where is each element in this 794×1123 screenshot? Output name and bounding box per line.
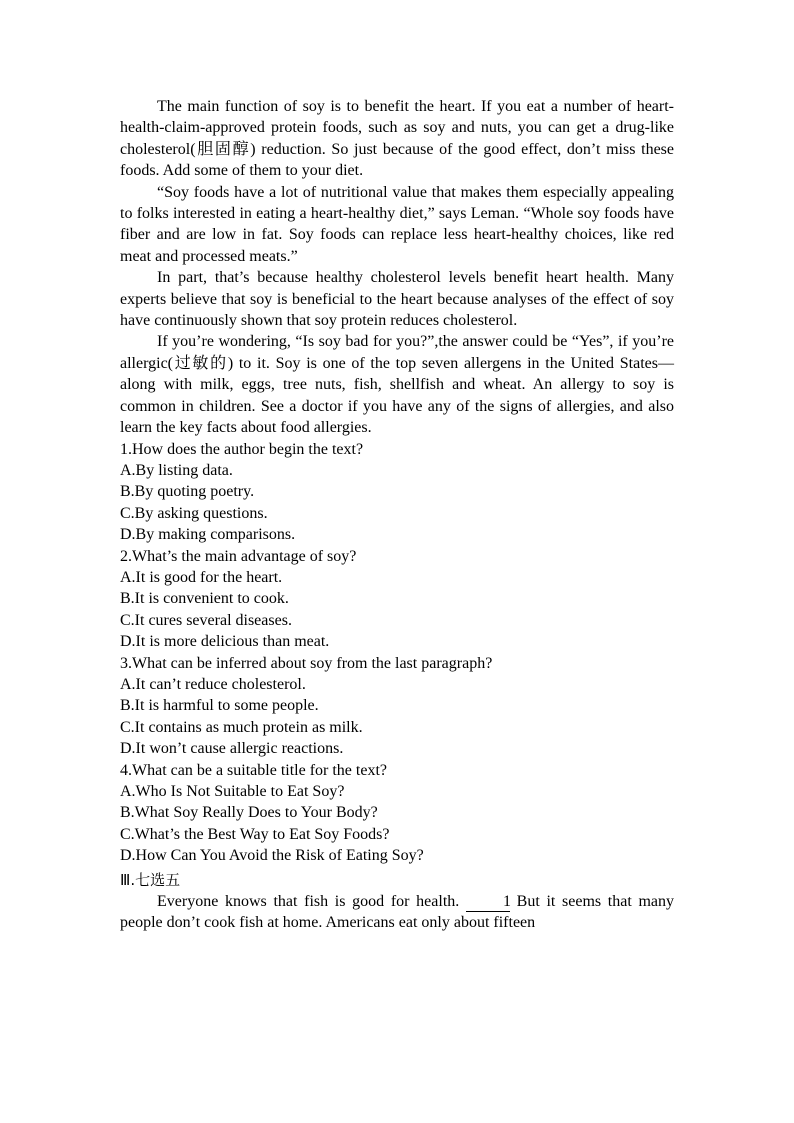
- option-d: D.By making comparisons.: [120, 526, 296, 544]
- option-b: B.It is convenient to cook.: [120, 590, 289, 608]
- option-d: D.It won’t cause allergic reactions.: [120, 740, 344, 758]
- question-stem: 2.What’s the main advantage of soy?: [120, 547, 357, 565]
- passage-paragraph-2: “Soy foods have a lot of nutritional value that makes them especially appealing to folks interested in eating a heart-healthy diet,” says Leman. “Whole soy foods have fiber and are low in fat. Soy foods can replace less heart-healthy choices, like red meat and processed meats.”: [120, 183, 674, 265]
- option-a: A.It can’t reduce cholesterol.: [120, 675, 306, 693]
- option-d: D.It is more delicious than meat.: [120, 633, 330, 651]
- question-3: [120, 653, 674, 760]
- option-b: B.It is harmful to some people.: [120, 697, 319, 715]
- document-page: [120, 96, 674, 934]
- option-b: B.By quoting poetry.: [120, 483, 255, 501]
- fill-in-blank: 1: [466, 893, 510, 912]
- question-stem: 3.What can be inferred about soy from the last paragraph?: [120, 654, 493, 672]
- option-c: C.By asking questions.: [120, 504, 268, 522]
- passage-paragraph-1: The main function of soy is to benefit the heart. If you eat a number of heart-health-claim-approved protein foods, such as soy and nuts, you can get a drug-like cholesterol(胆固醇) reduction. So just because of the good effect, don’t miss these foods. Add some of them to your diet.: [120, 98, 674, 180]
- option-b: B.What Soy Really Does to Your Body?: [120, 804, 378, 822]
- section-heading: Ⅲ.七选五: [120, 870, 181, 889]
- question-2: [120, 546, 674, 653]
- question-stem: 1.How does the author begin the text?: [120, 440, 364, 458]
- question-4: [120, 760, 674, 867]
- option-d: D.How Can You Avoid the Risk of Eating Soy?: [120, 847, 424, 865]
- passage-paragraph-4: If you’re wondering, “Is soy bad for you?”,the answer could be “Yes”, if you’re allergic(过敏的) to it. Soy is one of the top seven allergens in the United States—along with milk, eggs, tree nuts, fish, shellfish and wheat. An allergy to soy is common in children. See a doctor if you have any of the signs of allergies, and also learn the key facts about food allergies.: [120, 333, 674, 437]
- section-text-after: But it seems that many people don’t cook fish at home. Americans eat only about fifteen: [120, 893, 675, 932]
- section-text-before: Everyone knows that fish is good for health.: [157, 893, 460, 911]
- option-a: A.Who Is Not Suitable to Eat Soy?: [120, 783, 345, 800]
- section-paragraph: [120, 891, 674, 934]
- option-a: A.It is good for the heart.: [120, 568, 283, 586]
- question-stem: 4.What can be a suitable title for the text?: [120, 761, 387, 779]
- option-c: C.It contains as much protein as milk.: [120, 718, 363, 736]
- question-1: [120, 439, 674, 546]
- option-c: C.It cures several diseases.: [120, 611, 292, 629]
- passage-paragraph-3: In part, that’s because healthy cholesterol levels benefit heart health. Many experts believe that soy is beneficial to the heart because analyses of the effect of soy have continuously shown that soy protein reduces cholesterol.: [120, 269, 674, 330]
- option-c: C.What’s the Best Way to Eat Soy Foods?: [120, 825, 390, 843]
- option-a: A.By listing data.: [120, 461, 233, 479]
